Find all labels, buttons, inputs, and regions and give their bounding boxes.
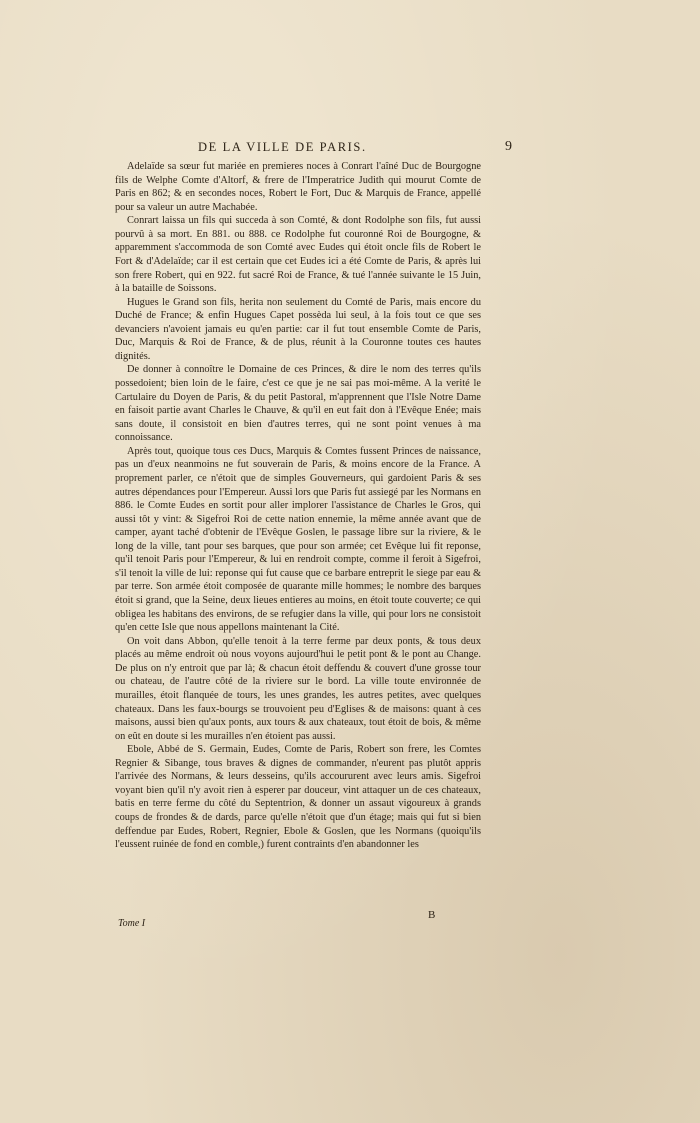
paragraph: Conrart laissa un fils qui succeda à son Comté, & dont Rodolphe son fils, fut aussi pourvû à sa mort. En 881. ou 888. ce Rodolphe fut couronné Roi de Bourgogne, & apparemment s'accommoda de son Comté avec Eudes qui étoit oncle fils de Robert le Fort & d'Adelaïde; car il est certain que cet Eudes ici a été Comte de Paris, & après lui son frere Robert, qui en 922. fut sacré Roi de France, & tué l'année suivante le 15 Juin, à la bataille de Soissons. — [115, 215, 481, 295]
paragraph: Après tout, quoique tous ces Ducs, Marquis & Comtes fussent Princes de naissance, pas un d'eux neanmoins ne fut souverain de Paris, & moins encore de la France. A proprement parler, ce n'étoit que de simples Gouverneurs, qui gardoient Paris & ses autres dépendances pour l'Empereur. Aussi lors que Paris fut assiegé par les Normans en 886. le Comte Eudes en sortit pour aller implorer l'assistance de Charles le Gros, qui aussi tôt y vint: & Sigefroi Roi de cette nation ennemie, la même année avant que de camper, ayant taché d'obtenir de l'Evêque Goslen, le passage libre sur la riviere, & le long de la ville, tant pour ses barques, que pour son armée; cet Evêque lui fit reponse, qu'il tenoit Paris pour l'Empereur, & lui en rendroit compte, comme il feroit à Sigefroi, s'il tenoit la ville de lui: reponse qui fut cause que ce barbare entreprit le siege par eau & par terre. Son armée étoit composée de quarante mille hommes; le nombre des barques étoit si grand, que la Seine, deux lieues entieres au moins, en étoit toute couverte; ce qui obligea les habitans des environs, de se refugier dans la ville, qui pour lors ne consistoit qu'en cette Isle que nous appellons maintenant la Cité. — [115, 445, 481, 634]
running-title: DE LA VILLE DE PARIS. — [198, 140, 367, 154]
paragraph: Hugues le Grand son fils, herita non seulement du Comté de Paris, mais encore du Duché de France; & enfin Hugues Capet possèda lui seul, à la fois tout ce que ses devanciers n'avoient jamais eu qu'en partie: car il fut tout ensemble Comte de Paris, Duc, Marquis & Roi de France, & de plus, réunit à la Couronne toutes ces hautes dignités. — [115, 296, 481, 362]
signature-mark: B — [428, 909, 436, 921]
volume-label: Tome I — [118, 918, 146, 929]
paragraph: Ebole, Abbé de S. Germain, Eudes, Comte de Paris, Robert son frere, les Comtes Regnier & Sibange, tous braves & dignes de commander, n'eurent pas plutôt appris l'arrivée des Normans, & leurs desseins, qu'ils accoururent avec leurs amis. Sigefroi voyant bien qu'il n'y avoit rien à esperer par douceur, vint attaquer un de ces chateaux, batis en terre ferme du côté du Septentrion, & donner un assaut vigoureux à grands coups de frondes & de dards, parce qu'elle n'étoit que d'un étage; mais qui fut si bien deffendue par Eudes, Robert, Regnier, Ebole & Goslen, que les Normans (quoiqu'ils l'eussent ruinée de fond en comble,) furent contraints d'en abandonner les — [115, 744, 481, 851]
paragraph: De donner à connoître le Domaine de ces Princes, & dire le nom des terres qu'ils possedoient; bien loin de le faire, c'est ce que je ne sai pas moi-même. A la verité le Cartulaire du Doyen de Paris, & du petit Pastoral, m'apprennent que l'Isle Notre Dame en faisoit partie avant Charles le Chauve, & qu'il en eut fait don à l'Evêque Enée; mais sans doute, il consistoit en bien d'autres terres, qui ne sont point venues à ma connoissance. — [115, 364, 481, 444]
body-text — [115, 160, 481, 852]
paragraph: Adelaïde sa sœur fut mariée en premieres noces à Conrart l'aîné Duc de Bourgogne fils de Welphe Comte d'Altorf, & frere de l'Imperatrice Judith qui mourut Comte de Paris en 862; & en secondes noces, Robert le Fort, Duc & Marquis de France, appellé pour sa valeur un autre Machabée. — [115, 161, 481, 213]
page-number: 9 — [505, 139, 512, 154]
paragraph: On voit dans Abbon, qu'elle tenoit à la terre ferme par deux ponts, & tous deux placés au même endroit où nous voyons aujourd'hui le petit pont & le pont au Change. De plus on n'y entroit que par là; & chacun étoit deffendu & couvert d'une grosse tour ou chateau, de l'autre côté de la riviere sur le bord. La ville toute environnée de murailles, étoit flanquée de tours, les unes grandes, les autres petites, avec quelques chateaux. Dans les faux-bourgs se trouvoient peu d'Eglises & de maisons: quant à ces maisons, aussi bien qu'aux ponts, aux tours & aux chateaux, tout étoit de bois, & même on eût en doute si les murailles n'en étoient pas aussi. — [115, 635, 481, 742]
